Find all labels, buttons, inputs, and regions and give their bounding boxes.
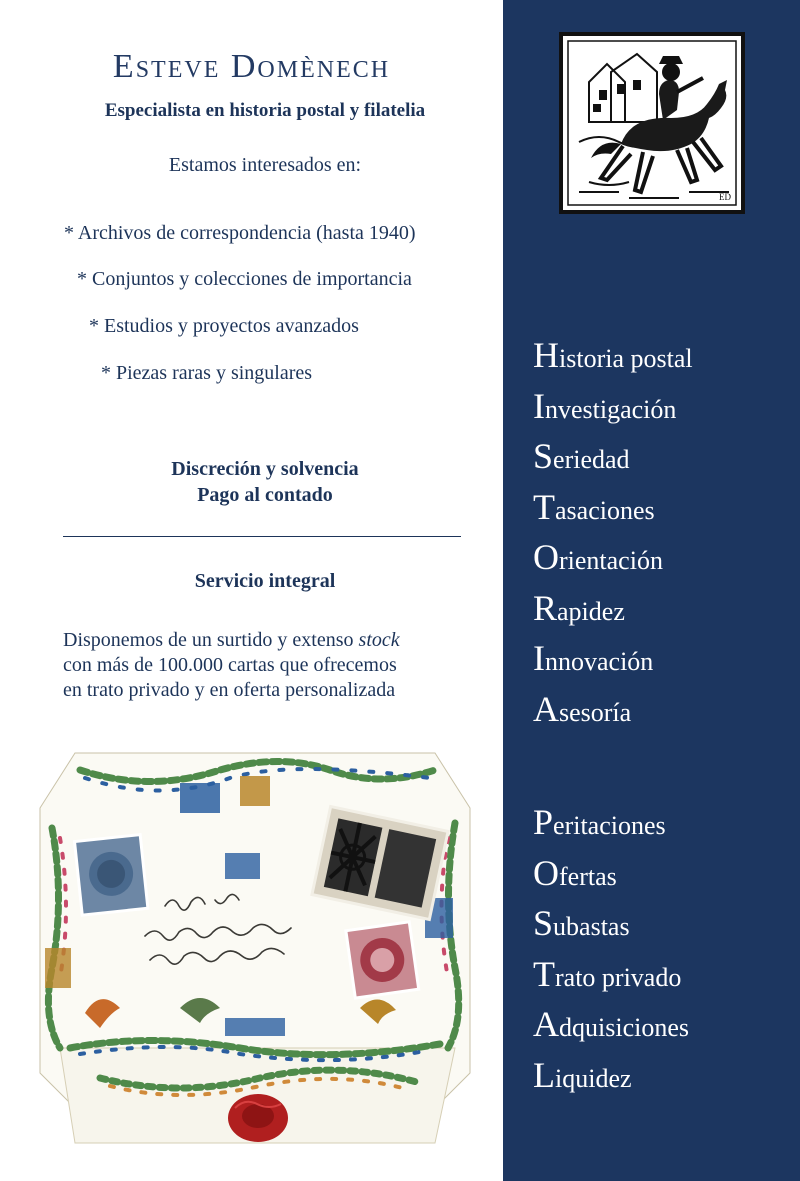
stock-word: stock — [358, 629, 400, 651]
acrostic-word: Rapidez — [533, 587, 625, 628]
interest-item: * Estudios y proyectos avanzados — [89, 315, 359, 337]
acrostic-word: Historia postal — [533, 335, 693, 375]
acrostic-word: Peritaciones — [533, 802, 666, 842]
acrostic-word: Adquisiciones — [533, 1004, 689, 1044]
acrostic-word: Trato privado — [533, 953, 682, 994]
acrostic-word: Investigación — [533, 385, 677, 426]
acrostic-word: Liquidez — [533, 1054, 632, 1095]
acrostic-word: Subastas — [533, 903, 630, 943]
service-text-line: en trato privado y en oferta personalizada — [63, 679, 396, 701]
interest-item: * Piezas raras y singulares — [101, 362, 313, 384]
interest-heading: Estamos interesados en: — [168, 154, 362, 176]
interest-item: * Conjuntos y colecciones de importancia — [77, 268, 412, 290]
discretion-line: Discreción y solvencia — [171, 458, 359, 480]
acrostic-word: Tasaciones — [533, 486, 655, 527]
service-text-line: con más de 100.000 cartas que ofrecemos — [63, 654, 397, 676]
svg-text:ED: ED — [719, 192, 731, 202]
acrostic-word: Asesoría — [533, 688, 632, 729]
service-heading: Servicio integral — [194, 570, 336, 592]
acrostic-word: Seriedad — [533, 436, 630, 476]
subtitle: Especialista en historia postal y filatelia — [104, 100, 426, 121]
acrostic-word: Orientación — [533, 537, 663, 577]
brand-name: Esteve Domènech — [112, 48, 391, 85]
discretion-block — [0, 456, 530, 508]
divider — [63, 536, 461, 537]
acrostic-word: Ofertas — [533, 852, 617, 893]
historia-acrostic — [533, 330, 693, 734]
service-text-line: Disponemos de un surtido y extenso — [63, 629, 359, 651]
postal-acrostic — [533, 797, 689, 1100]
service-text — [63, 628, 493, 703]
interest-item: * Archivos de correspondencia (hasta 1940) — [64, 222, 416, 244]
decorated-envelope-image — [30, 748, 478, 1168]
payment-line: Pago al contado — [197, 484, 333, 506]
acrostic-word: Innovación — [533, 638, 654, 678]
postal-rider-engraving-logo — [559, 32, 745, 214]
